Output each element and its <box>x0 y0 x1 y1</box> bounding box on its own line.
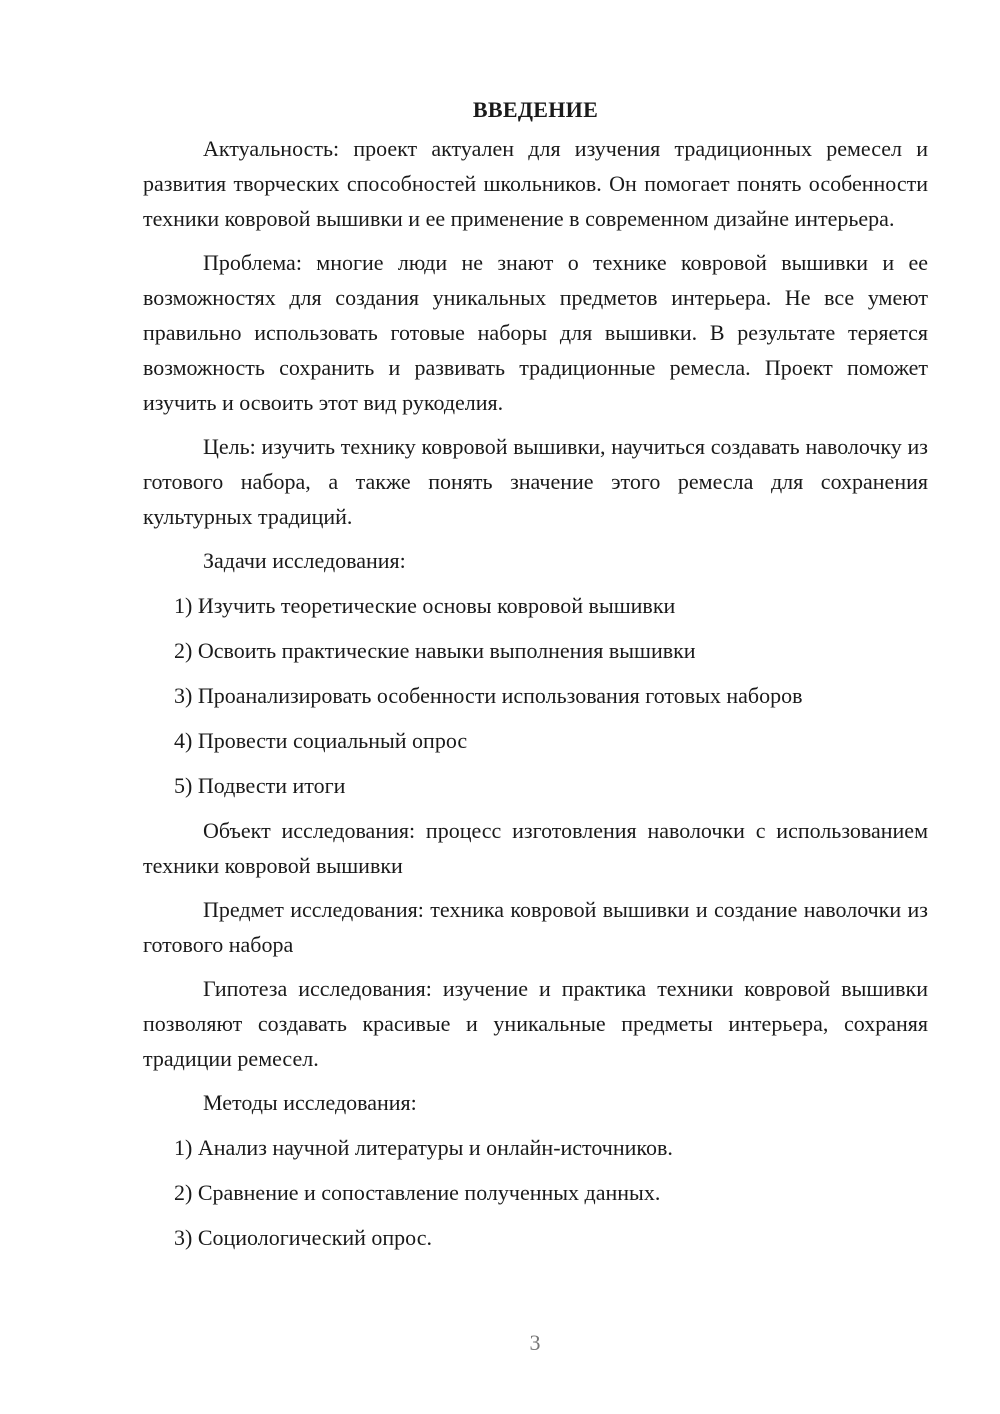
relevance-paragraph: Актуальность: проект актуален для изучения традиционных ремесел и развития творческих способностей школьников. Он помогает понять особенности техники ковровой вышивки и ее применение в современном дизайне интерьера. <box>143 136 928 231</box>
methods-heading: Методы исследования: <box>203 1090 417 1115</box>
page-content <box>143 92 928 1265</box>
method-item: 2) Сравнение и сопоставление полученных данных. <box>174 1180 661 1205</box>
problem-paragraph: Проблема: многие люди не знают о технике ковровой вышивки и ее возможностях для создания уникальных предметов интерьера. Не все умеют правильно использовать готовые наборы для вышивки. В результате теряется возможность сохранить и развивать традиционные ремесла. Проект поможет изучить и освоить этот вид рукоделия. <box>143 250 928 415</box>
task-item: 5) Подвести итоги <box>174 773 346 798</box>
task-item: 2) Освоить практические навыки выполнения вышивки <box>174 638 696 663</box>
hypothesis-paragraph: Гипотеза исследования: изучение и практика техники ковровой вышивки позволяют создавать красивые и уникальные предметы интерьера, сохраняя традиции ремесел. <box>143 976 928 1071</box>
subject-paragraph: Предмет исследования: техника ковровой вышивки и создание наволочки из готового набора <box>143 897 928 957</box>
object-paragraph: Объект исследования: процесс изготовления наволочки с использованием техники ковровой вышивки <box>143 818 928 878</box>
page-title: ВВЕДЕНИЕ <box>472 97 599 122</box>
task-item: 1) Изучить теоретические основы ковровой вышивки <box>174 593 676 618</box>
method-item: 3) Социологический опрос. <box>174 1225 432 1250</box>
tasks-heading: Задачи исследования: <box>203 548 406 573</box>
task-item: 3) Проанализировать особенности использования готовых наборов <box>174 683 803 708</box>
task-item: 4) Провести социальный опрос <box>174 728 468 753</box>
goal-paragraph: Цель: изучить технику ковровой вышивки, научиться создавать наволочку из готового набора, а также понять значение этого ремесла для сохранения культурных традиций. <box>143 434 928 529</box>
method-item: 1) Анализ научной литературы и онлайн-источников. <box>174 1135 673 1160</box>
page-number: 3 <box>529 1330 541 1355</box>
